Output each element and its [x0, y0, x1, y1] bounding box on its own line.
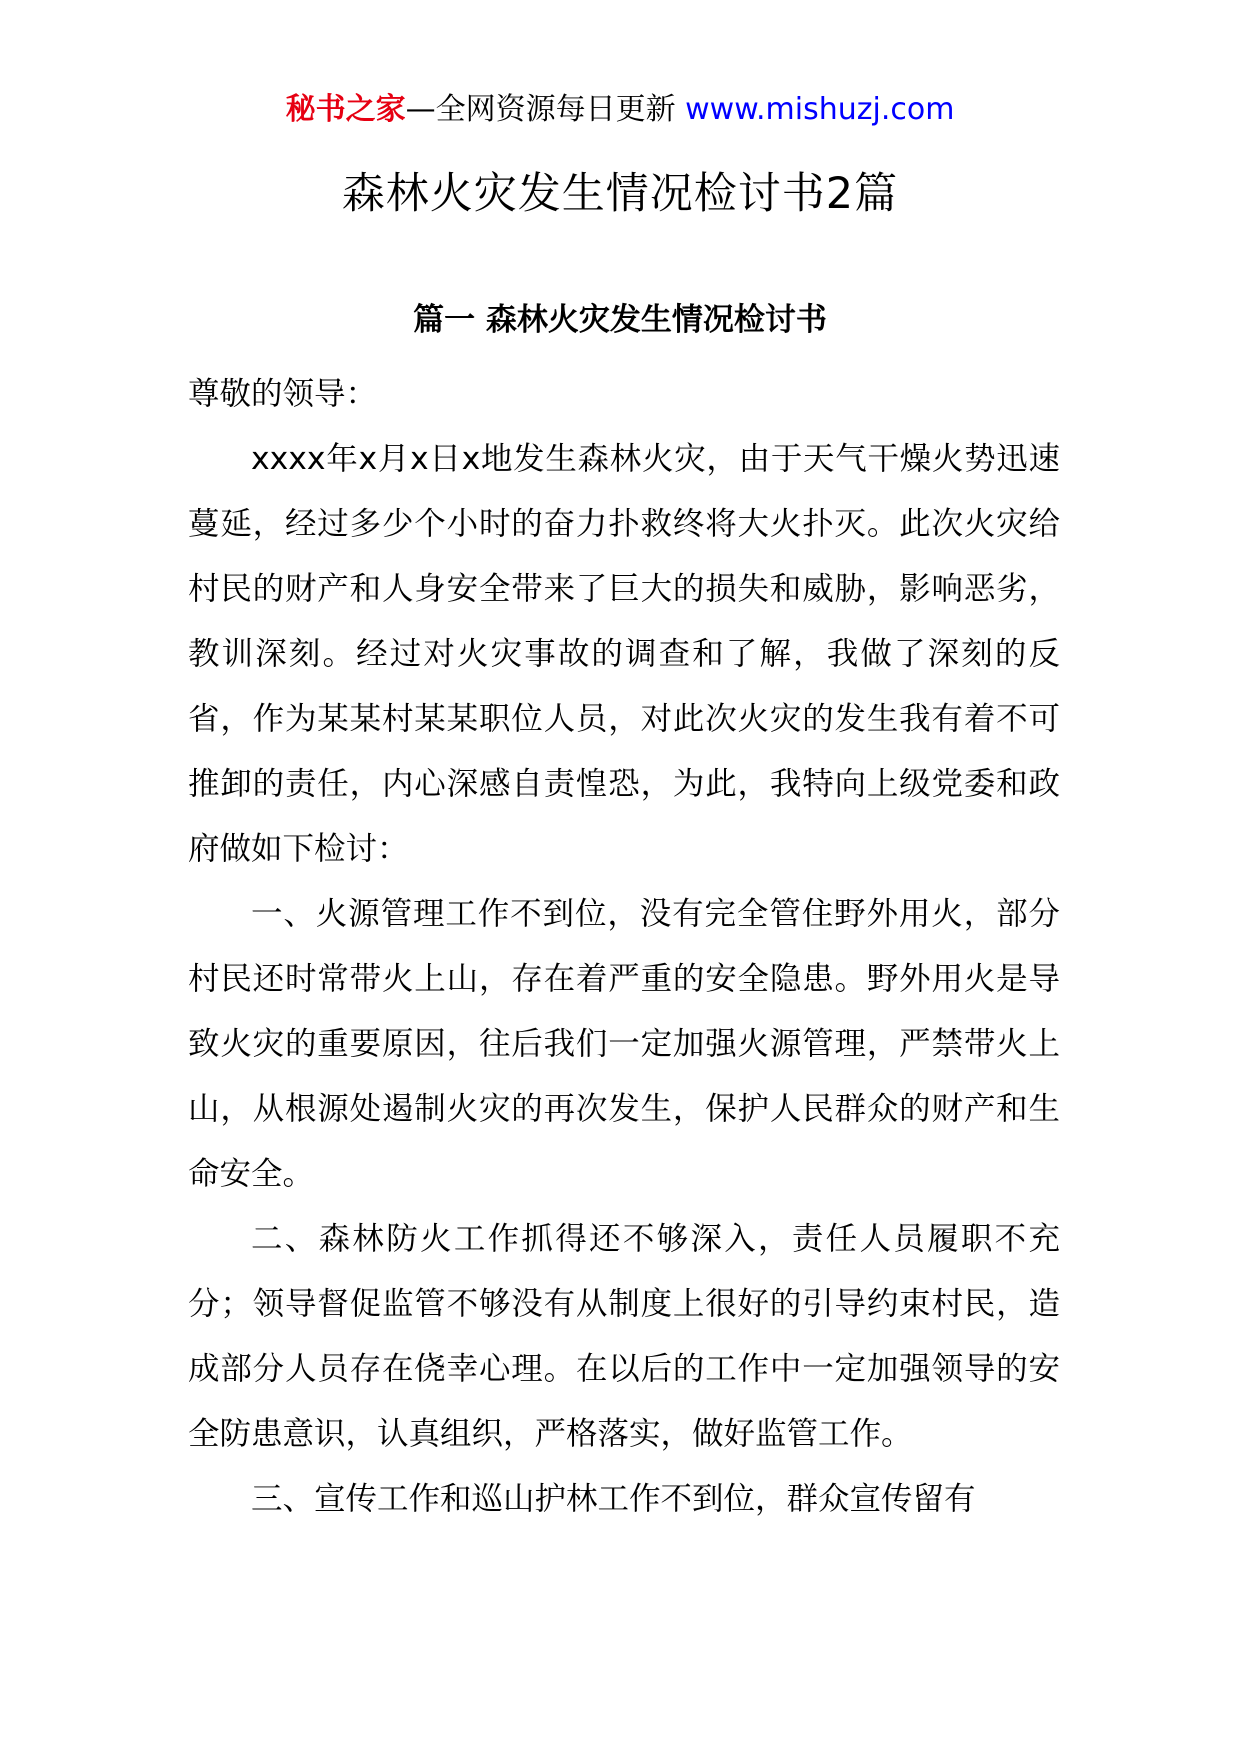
body-paragraph: xxxx年x月x日x地发生森林火灾，由于天气干燥火势迅速蔓延，经过多少个小时的奋力扑救终将大火扑灭。此次火灾给村民的财产和人身安全带来了巨大的损失和威胁，影响恶劣，教训深刻。经过对火灾事故的调查和了解，我做了深刻的反省，作为某某村某某职位人员，对此次火灾的发生我有着不可推卸的责任，内心深感自责惶恐，为此，我特向上级党委和政府做如下检讨： — [188, 441, 1060, 867]
section-title: 篇一 森林火灾发生情况检讨书 — [413, 302, 827, 338]
brand-name: 秘书之家 — [285, 92, 406, 127]
body-paragraph: 三、宣传工作和巡山护林工作不到位，群众宣传留有 — [251, 1481, 976, 1517]
site-header — [0, 90, 1240, 130]
site-url-link[interactable]: www.mishuzj.com — [685, 92, 955, 127]
header-tagline: —全网资源每日更新 — [405, 92, 676, 127]
document-body — [188, 362, 1060, 1532]
document-title: 森林火灾发生情况检讨书2篇 — [341, 169, 899, 219]
body-paragraph: 一、火源管理工作不到位，没有完全管住野外用火，部分村民还时常带火上山，存在着严重的安全隐患。野外用火是导致火灾的重要原因，往后我们一定加强火源管理，严禁带火上山，从根源处遏制火灾的再次发生，保护人民群众的财产和生命安全。 — [188, 896, 1060, 1192]
body-paragraph: 二、森林防火工作抓得还不够深入，责任人员履职不充分；领导督促监管不够没有从制度上很好的引导约束村民，造成部分人员存在侥幸心理。在以后的工作中一定加强领导的安全防患意识，认真组织，严格落实，做好监管工作。 — [188, 1221, 1060, 1452]
salutation: 尊敬的领导： — [188, 376, 378, 412]
